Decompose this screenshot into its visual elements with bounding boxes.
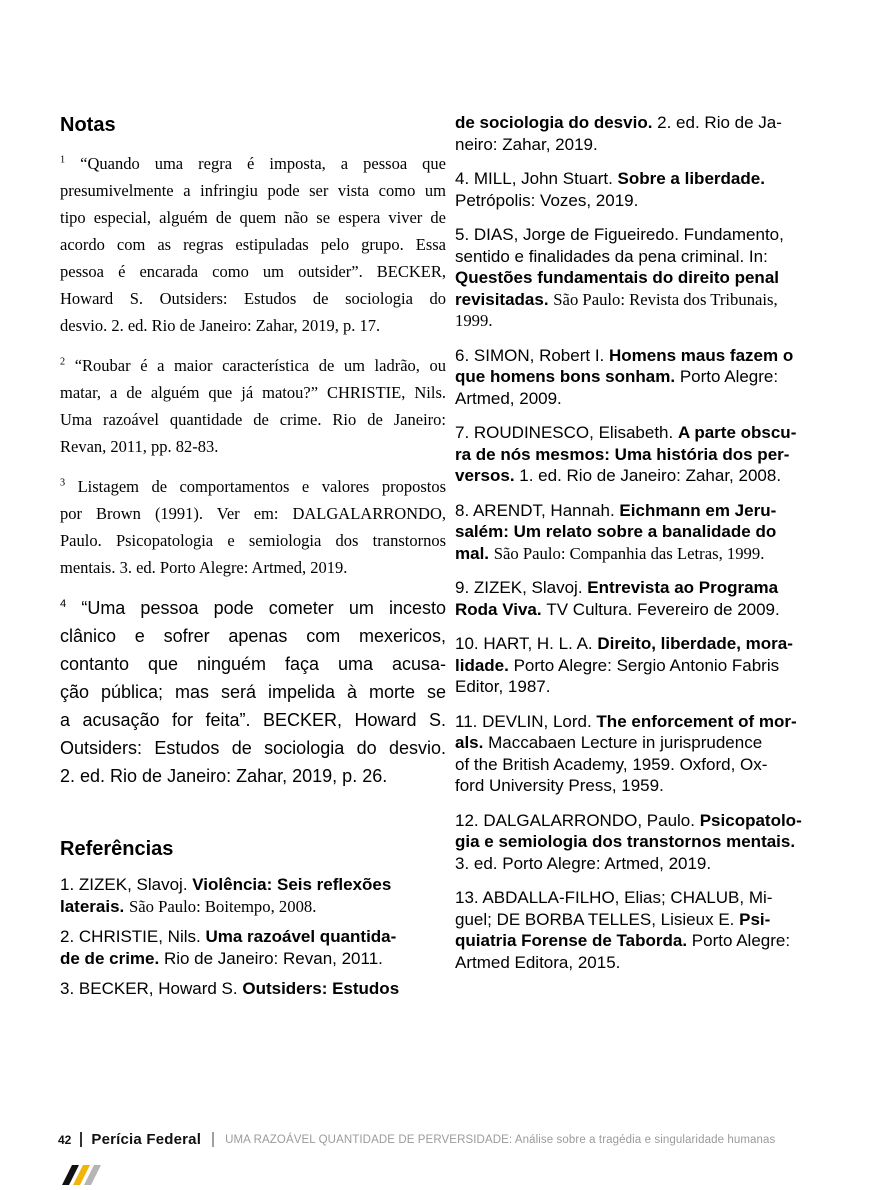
reference-6 — [455, 345, 847, 410]
text-line — [455, 676, 847, 698]
text-run: “Quando uma regra é imposta, a pessoa que — [65, 154, 446, 173]
text-line — [60, 762, 446, 790]
footnote-marker: 3 — [60, 477, 66, 489]
text-run: contanto que ninguém faça uma acusa- — [60, 654, 446, 674]
text-run: revisitadas. — [455, 289, 554, 309]
text-line — [455, 831, 847, 853]
text-run: neiro: Zahar, 2019. — [455, 134, 598, 154]
text-line — [60, 896, 446, 918]
text-run: 1. ed. Rio de Janeiro: Zahar, 2008. — [519, 466, 782, 485]
text-run: Violência: Seis reflexões — [192, 875, 392, 894]
text-run: Artmed Editora, 2015. — [455, 952, 621, 972]
text-run: 9. ZIZEK, Slavoj. — [455, 578, 588, 597]
text-line — [455, 388, 847, 410]
text-run: Entrevista ao Programa — [587, 578, 779, 597]
text-run: Paulo. Psicopatologia e semiologia dos transtornos — [60, 531, 446, 550]
text-line — [60, 285, 446, 312]
text-line — [60, 177, 446, 204]
text-line — [60, 527, 446, 554]
text-run: versos. — [455, 466, 520, 485]
text-line — [60, 500, 446, 527]
text-run: sentido e finalidades da pena criminal. In: — [455, 246, 768, 266]
references-list-right — [455, 112, 847, 973]
references-heading: Referências — [60, 838, 174, 860]
text-run: por Brown (1991). Ver em: DALGALARRONDO, — [60, 504, 446, 523]
text-line — [455, 754, 847, 776]
reference-3-continuation — [455, 112, 847, 155]
left-column — [60, 112, 446, 1000]
text-line — [60, 678, 446, 706]
text-line — [60, 554, 446, 581]
footer-divider — [80, 1132, 82, 1147]
text-line — [60, 706, 446, 734]
text-run: of the British Academy, 1959. Oxford, Ox- — [455, 754, 768, 774]
footer-divider — [212, 1132, 214, 1147]
text-line — [455, 224, 847, 246]
text-line — [455, 732, 847, 754]
footnote-marker: 2 — [60, 356, 66, 368]
text-line — [60, 352, 446, 379]
footnote-1 — [60, 150, 446, 339]
text-run: Eichmann em Jeru- — [619, 500, 777, 520]
reference-3-start — [60, 978, 446, 1000]
text-run: a acusação for feita”. BECKER, Howard S. — [60, 710, 446, 730]
text-line — [455, 655, 847, 677]
text-line — [60, 948, 446, 970]
text-line — [455, 190, 847, 212]
text-run: presumivelmente a infringiu pode ser vista como um — [60, 181, 446, 200]
text-line — [455, 775, 847, 797]
text-line — [60, 204, 446, 231]
text-run: Rio de Janeiro: Revan, 2011. — [163, 948, 383, 968]
pericia-federal-logo — [62, 1165, 106, 1190]
text-run: quiatria Forense de Taborda. — [455, 931, 692, 950]
text-run: TV Cultura. Fevereiro de 2009. — [546, 599, 780, 619]
text-run: als. — [455, 733, 489, 752]
text-line — [455, 465, 847, 487]
text-run: São Paulo: Boitempo, 2008. — [129, 896, 317, 916]
text-run: Uma razoável quantida- — [205, 927, 397, 946]
text-run: Petrópolis: Vozes, 2019. — [455, 190, 639, 210]
text-run: Psi- — [739, 909, 771, 929]
text-run: clânico e sofrer apenas com mexericos, — [60, 626, 446, 646]
text-run: 10. HART, H. L. A. — [455, 634, 598, 653]
text-line — [455, 422, 847, 444]
text-run: Porto Alegre: — [679, 367, 779, 386]
text-run: salém: Um relato sobre a banalidade do — [455, 522, 777, 541]
text-line — [455, 246, 847, 268]
text-line — [60, 406, 446, 433]
text-run: ção pública; mas será impelida à morte se — [60, 682, 446, 702]
text-run: “Roubar é a maior característica de um ladrão, ou — [65, 356, 446, 375]
text-line — [455, 952, 847, 974]
text-line — [60, 650, 446, 678]
footnote-3 — [60, 473, 446, 581]
reference-11 — [455, 711, 847, 797]
text-line — [455, 711, 847, 733]
text-run: 3. BECKER, Howard S. — [60, 979, 243, 998]
footnote-4 — [60, 594, 446, 790]
text-line — [455, 599, 847, 621]
text-run: ford University Press, 1959. — [455, 776, 664, 795]
text-line — [455, 521, 847, 543]
text-line — [60, 433, 446, 460]
text-run: de de crime. — [60, 948, 164, 968]
text-run: guel; DE BORBA TELLES, Lisieux E. — [455, 909, 740, 929]
text-run: desvio. 2. ed. Rio de Janeiro: Zahar, 2019, p. 17. — [60, 316, 381, 335]
reference-9 — [455, 577, 847, 620]
reference-12 — [455, 810, 847, 875]
text-run: Outsiders: Estudos de sociologia do desvio. — [60, 738, 446, 758]
text-run: Revan, 2011, pp. 82-83. — [60, 437, 219, 456]
text-run: 2. CHRISTIE, Nils. — [60, 927, 206, 946]
text-run: mal. — [455, 543, 494, 563]
text-line — [455, 345, 847, 367]
reference-10 — [455, 633, 847, 698]
reference-5 — [455, 224, 847, 332]
text-run: matar, a de alguém que já matou?” CHRISTIE, Nils. — [60, 383, 446, 402]
text-run: que homens bons sonham. — [455, 367, 680, 386]
text-line — [60, 231, 446, 258]
text-run: ra de nós mesmos: Uma história dos per- — [455, 444, 790, 464]
text-line — [455, 909, 847, 931]
text-line — [60, 379, 446, 406]
text-line — [455, 887, 847, 909]
text-run: A parte obscu- — [677, 423, 797, 442]
text-line — [455, 543, 847, 565]
text-run: 13. ABDALLA-FILHO, Elias; CHALUB, Mi- — [455, 888, 773, 907]
text-run: 5. DIAS, Jorge de Figueiredo. Fundamento, — [455, 225, 784, 244]
text-run: Homens maus fazem o — [609, 345, 794, 365]
text-run: tipo especial, alguém de quem não se espera viver de — [60, 208, 446, 227]
text-run: Porto Alegre: — [691, 931, 791, 950]
text-run: Howard S. Outsiders: Estudos de sociologia do — [60, 289, 446, 308]
text-line — [455, 366, 847, 388]
text-line — [60, 734, 446, 762]
text-line — [60, 978, 446, 1000]
page-footer — [58, 1131, 858, 1148]
footnote-marker: 4 — [60, 598, 67, 610]
text-run: São Paulo: Revista dos Tribunais, — [553, 289, 778, 309]
text-line — [455, 444, 847, 466]
text-run: 2. ed. Rio de Janeiro: Zahar, 2019, p. 26. — [60, 766, 388, 786]
text-run: pessoa é encarada como um outsider”. BECKER, — [60, 262, 446, 281]
text-run: Uma razoável quantidade de crime. Rio de Janeiro: — [60, 410, 446, 429]
text-run: 8. ARENDT, Hannah. — [455, 500, 620, 520]
text-run: acordo com as regras estipuladas pelo grupo. Essa — [60, 235, 446, 254]
text-run: 12. DALGALARRONDO, Paulo. — [455, 810, 700, 830]
text-run: gia e semiologia dos transtornos mentais. — [455, 832, 796, 851]
text-run: Psicopatolo- — [699, 810, 802, 830]
text-run: mentais. 3. ed. Porto Alegre: Artmed, 2019. — [60, 558, 348, 577]
reference-4 — [455, 168, 847, 211]
reference-1 — [60, 874, 446, 917]
article-title: UMA RAZOÁVEL QUANTIDADE DE PERVERSIDADE: Análise sobre a tragédia e singularidade humanas — [225, 1133, 776, 1146]
text-line — [455, 289, 847, 311]
text-line — [455, 134, 847, 156]
text-line — [455, 577, 847, 599]
footnote-2 — [60, 352, 446, 460]
text-line — [455, 310, 847, 332]
text-run: 4. MILL, John Stuart. — [455, 169, 618, 188]
text-line — [455, 810, 847, 832]
footnote-marker: 1 — [60, 154, 66, 166]
text-run: “Uma pessoa pode cometer um incesto — [66, 598, 446, 618]
text-run: lidade. — [455, 655, 514, 675]
reference-2 — [60, 926, 446, 969]
text-line — [455, 112, 847, 134]
text-line — [455, 500, 847, 522]
reference-7 — [455, 422, 847, 487]
right-column — [455, 112, 847, 986]
text-run: Roda Viva. — [455, 599, 547, 619]
text-run: Porto Alegre: Sergio Antonio Fabris — [513, 655, 780, 675]
logo-stripes-icon — [62, 1165, 106, 1185]
text-line — [60, 926, 446, 948]
text-line — [60, 874, 446, 896]
text-run: laterais. — [60, 896, 129, 916]
text-run: The enforcement of mor- — [596, 711, 797, 731]
text-run: Listagem de comportamentos e valores propostos — [65, 477, 446, 496]
text-run: 1999. — [455, 311, 493, 330]
reference-13 — [455, 887, 847, 973]
reference-8 — [455, 500, 847, 565]
page-number: 42 — [58, 1132, 72, 1147]
text-line — [60, 473, 446, 500]
text-run: 1. ZIZEK, Slavoj. — [60, 875, 193, 894]
publication-name: Perícia Federal — [91, 1131, 202, 1148]
text-line — [60, 312, 446, 339]
text-run: Direito, liberdade, mora- — [597, 634, 793, 653]
text-run: 7. ROUDINESCO, Elisabeth. — [455, 423, 678, 442]
notes-list — [60, 150, 446, 790]
text-line — [60, 258, 446, 285]
text-run: 3. ed. Porto Alegre: Artmed, 2019. — [455, 853, 712, 873]
text-run: 6. SIMON, Robert I. — [455, 345, 609, 365]
text-run: Questões fundamentais do direito penal — [455, 268, 779, 287]
text-line — [60, 594, 446, 622]
references-list-left — [60, 874, 446, 1000]
text-run: de sociologia do desvio. — [455, 113, 658, 132]
text-line — [455, 168, 847, 190]
text-run: 2. ed. Rio de Ja- — [657, 113, 782, 132]
text-line — [455, 267, 847, 289]
text-run: 11. DEVLIN, Lord. — [455, 711, 597, 731]
text-run: Sobre a liberdade. — [617, 169, 765, 188]
text-line — [60, 150, 446, 177]
text-run: Editor, 1987. — [455, 677, 551, 696]
text-line — [455, 633, 847, 655]
text-run: Artmed, 2009. — [455, 388, 562, 408]
text-line — [455, 930, 847, 952]
text-line — [60, 622, 446, 650]
text-run: Maccabaen Lecture in jurisprudence — [488, 733, 763, 752]
notes-heading: Notas — [60, 114, 116, 136]
text-line — [455, 853, 847, 875]
text-run: Outsiders: Estudos — [242, 979, 400, 998]
text-run: São Paulo: Companhia das Letras, 1999. — [493, 543, 765, 563]
